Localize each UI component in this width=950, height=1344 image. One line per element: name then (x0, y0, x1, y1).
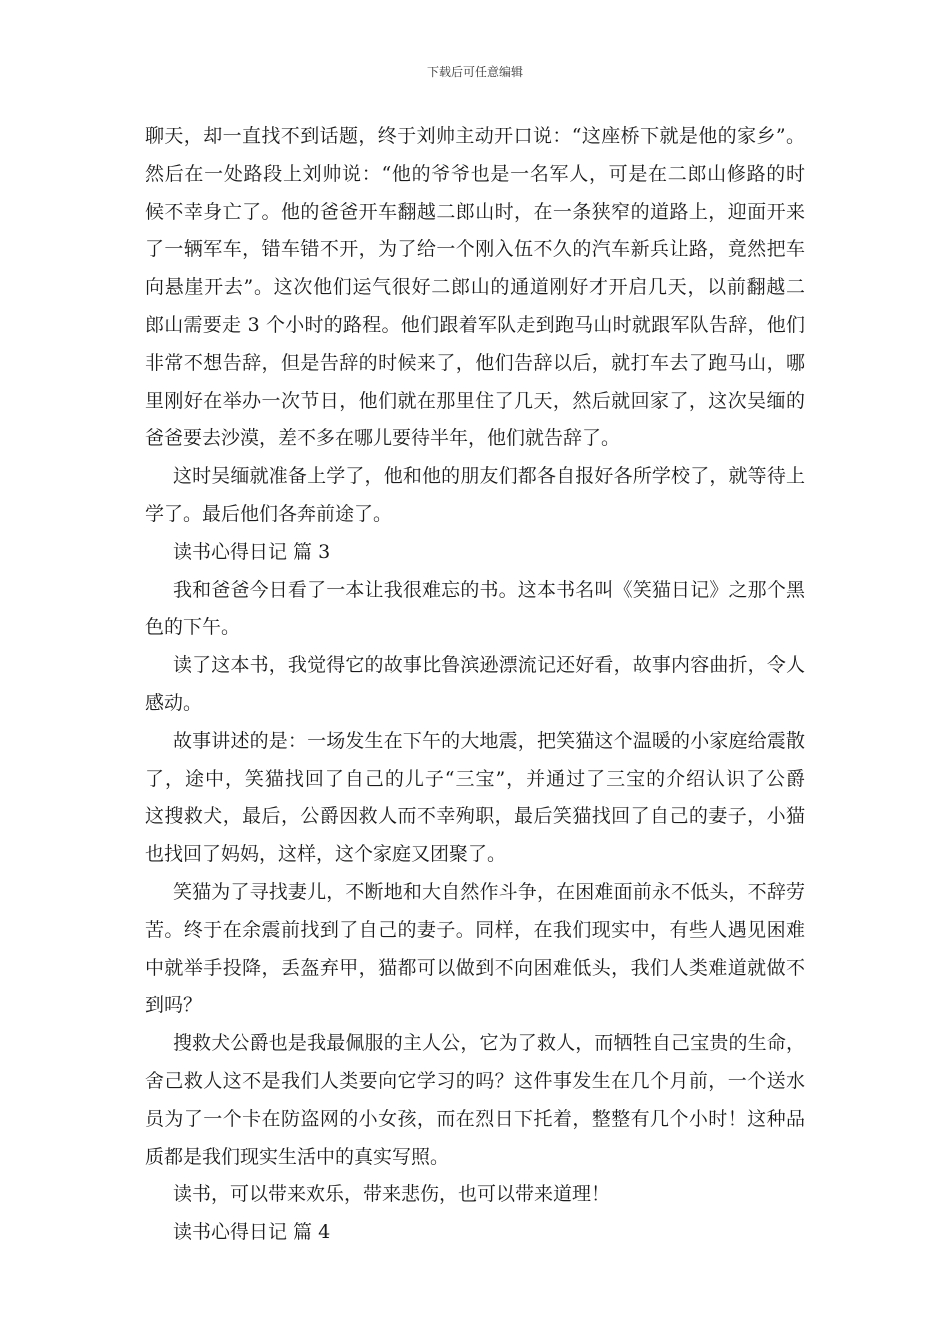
text-line: 也找回了妈妈，这样，这个家庭又团聚了。 (145, 843, 507, 866)
text-line: 爸爸要去沙漠，差不多在哪儿要待半年，他们就告辞了。 (145, 427, 621, 450)
text-line: 这时吴缅就准备上学了，他和他的朋友们都各自报好各所学校了，就等待上 (173, 465, 805, 488)
page-header: 下载后可任意编辑 (426, 65, 523, 79)
text-line: 了一辆军车，错车错不开，为了给一个刚入伍不久的汽车新兵让路，竟然把车 (145, 238, 805, 261)
text-line: 到吗？ (145, 994, 203, 1017)
text-line: 苦。终于在余震前找到了自己的妻子。同样，在我们现实中，有些人遇见困难 (145, 918, 805, 941)
text-line: 然后在一处路段上刘帅说：“他的爷爷也是一名军人，可是在二郎山修路的时 (145, 162, 805, 185)
text-line: 聊天，却一直找不到话题，终于刘帅主动开口说：“这座桥下就是他的家乡”。 (145, 125, 805, 147)
text-line: 舍己救人这不是我们人类要向它学习的吗？这件事发生在几个月前，一个送水 (145, 1069, 805, 1092)
text-line: 候不幸身亡了。他的爸爸开车翻越二郎山时，在一条狭窄的道路上，迎面开来 (145, 200, 805, 223)
document-body (145, 118, 805, 1252)
text-line: 笑猫为了寻找妻儿，不断地和大自然作斗争，在困难面前永不低头，不辞劳 (173, 880, 805, 903)
text-line: 读书心得日记 篇 4 (173, 1221, 331, 1244)
text-line: 学了。最后他们各奔前途了。 (145, 502, 393, 525)
text-line: 非常不想告辞，但是告辞的时候来了，他们告辞以后，就打车去了跑马山，哪 (145, 351, 805, 374)
text-line: 向悬崖开去”。这次他们运气很好二郎山的通道刚好才开启几天，以前翻越二 (145, 276, 805, 299)
text-line: 中就举手投降，丢盔弃甲，猫都可以做到不向困难低头，我们人类难道就做不 (145, 956, 805, 979)
text-line: 了，途中，笑猫找回了自己的儿子“三宝”，并通过了三宝的介绍认识了公爵 (145, 767, 805, 790)
text-line: 员为了一个卡在防盗网的小女孩，而在烈日下托着，整整有几个小时！这种品 (145, 1107, 805, 1130)
text-line: 郎山需要走 3 个小时的路程。他们跟着军队走到跑马山时就跟军队告辞，他们 (145, 313, 805, 336)
text-line: 里刚好在举办一次节日，他们就在那里住了几天，然后就回家了，这次吴缅的 (145, 389, 805, 412)
text-line: 读了这本书，我觉得它的故事比鲁滨逊漂流记还好看，故事内容曲折，令人 (173, 654, 805, 677)
text-line: 读书心得日记 篇 3 (173, 540, 331, 563)
text-line: 这搜救犬，最后，公爵因救人而不幸殉职，最后笑猫找回了自己的妻子，小猫 (145, 805, 805, 828)
text-line: 色的下午。 (145, 616, 241, 639)
text-line: 感动。 (145, 691, 203, 714)
text-line: 搜救犬公爵也是我最佩服的主人公，它为了救人，而牺牲自己宝贵的生命， (173, 1032, 805, 1055)
text-line: 读书，可以带来欢乐，带来悲伤，也可以带来道理！ (173, 1183, 611, 1206)
text-line: 质都是我们现实生活中的真实写照。 (145, 1145, 450, 1168)
text-line: 故事讲述的是：一场发生在下午的大地震，把笑猫这个温暖的小家庭给震散 (173, 729, 805, 752)
text-line: 我和爸爸今日看了一本让我很难忘的书。这本书名叫《笑猫日记》之那个黑 (173, 578, 805, 601)
